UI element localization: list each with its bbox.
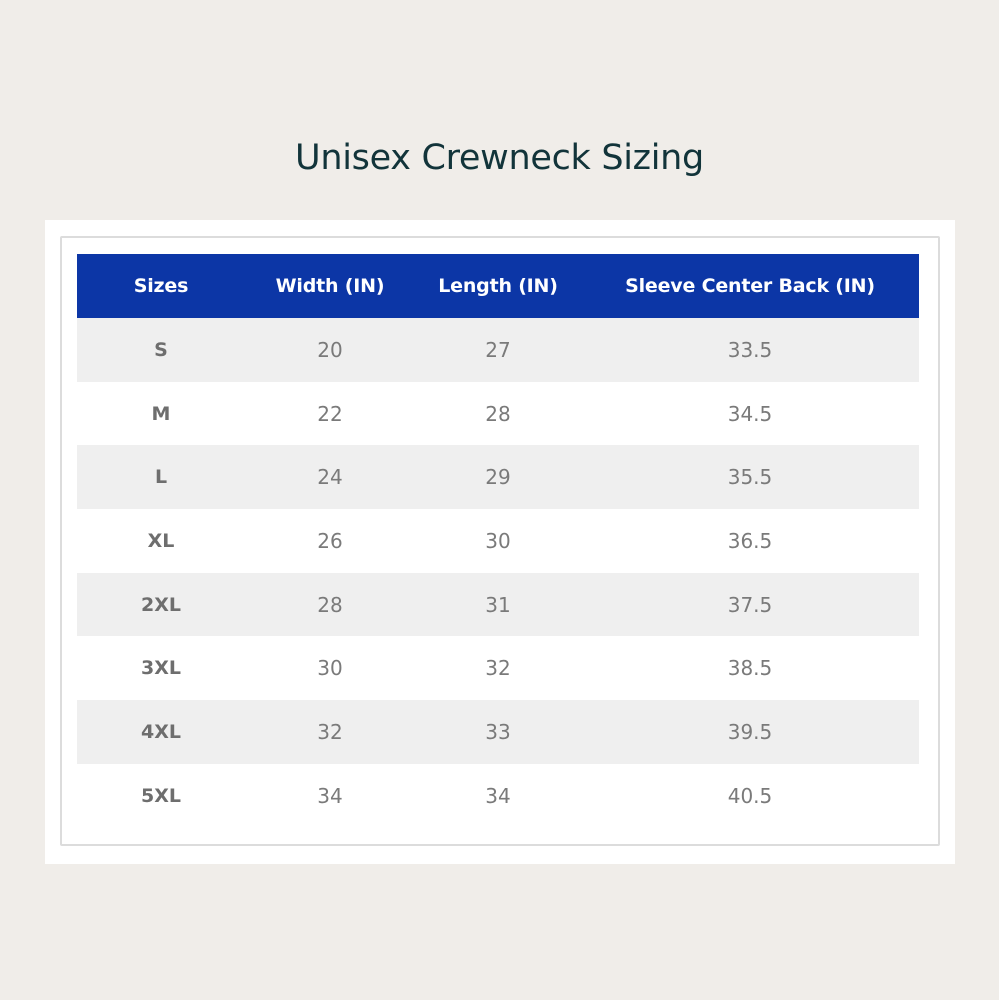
width-cell: 30 bbox=[317, 656, 343, 681]
table-row bbox=[77, 573, 919, 637]
table-row bbox=[77, 636, 919, 700]
width-cell: 34 bbox=[317, 783, 343, 808]
sleeve-cell: 39.5 bbox=[727, 719, 773, 744]
table-row bbox=[77, 764, 919, 828]
sleeve-cell: 36.5 bbox=[727, 528, 773, 553]
width-cell: 20 bbox=[317, 337, 343, 362]
size-cell: L bbox=[154, 466, 168, 489]
table-row bbox=[77, 509, 919, 573]
length-cell: 27 bbox=[485, 337, 511, 362]
size-cell: M bbox=[151, 402, 171, 425]
width-cell: 28 bbox=[317, 592, 343, 617]
header-sleeve-center-back: Sleeve Center Back (IN) bbox=[625, 275, 875, 297]
size-chart-frame bbox=[60, 236, 940, 846]
table-row bbox=[77, 700, 919, 764]
header-length: Length (IN) bbox=[438, 275, 558, 297]
size-chart-table bbox=[77, 254, 919, 828]
size-cell: S bbox=[154, 338, 168, 361]
length-cell: 30 bbox=[485, 528, 511, 553]
size-cell: 5XL bbox=[141, 784, 181, 807]
length-cell: 34 bbox=[485, 783, 511, 808]
length-cell: 29 bbox=[485, 465, 511, 490]
size-chart-card bbox=[45, 220, 955, 864]
width-cell: 24 bbox=[317, 465, 343, 490]
table-header-row bbox=[77, 254, 919, 318]
sleeve-cell: 35.5 bbox=[727, 465, 773, 490]
size-cell: 2XL bbox=[141, 593, 181, 616]
sleeve-cell: 33.5 bbox=[727, 337, 773, 362]
page-title: Unisex Crewneck Sizing bbox=[295, 138, 704, 178]
sleeve-cell: 40.5 bbox=[727, 783, 773, 808]
header-width: Width (IN) bbox=[275, 275, 385, 297]
length-cell: 32 bbox=[485, 656, 511, 681]
sleeve-cell: 37.5 bbox=[727, 592, 773, 617]
size-cell: 4XL bbox=[141, 720, 181, 743]
header-sizes: Sizes bbox=[133, 275, 189, 297]
length-cell: 33 bbox=[485, 719, 511, 744]
length-cell: 28 bbox=[485, 401, 511, 426]
table-row bbox=[77, 318, 919, 382]
size-cell: 3XL bbox=[141, 657, 181, 680]
length-cell: 31 bbox=[485, 592, 511, 617]
width-cell: 22 bbox=[317, 401, 343, 426]
table-row bbox=[77, 382, 919, 446]
size-cell: XL bbox=[147, 529, 175, 552]
width-cell: 32 bbox=[317, 719, 343, 744]
sleeve-cell: 38.5 bbox=[727, 656, 773, 681]
width-cell: 26 bbox=[317, 528, 343, 553]
table-row bbox=[77, 445, 919, 509]
sleeve-cell: 34.5 bbox=[727, 401, 773, 426]
